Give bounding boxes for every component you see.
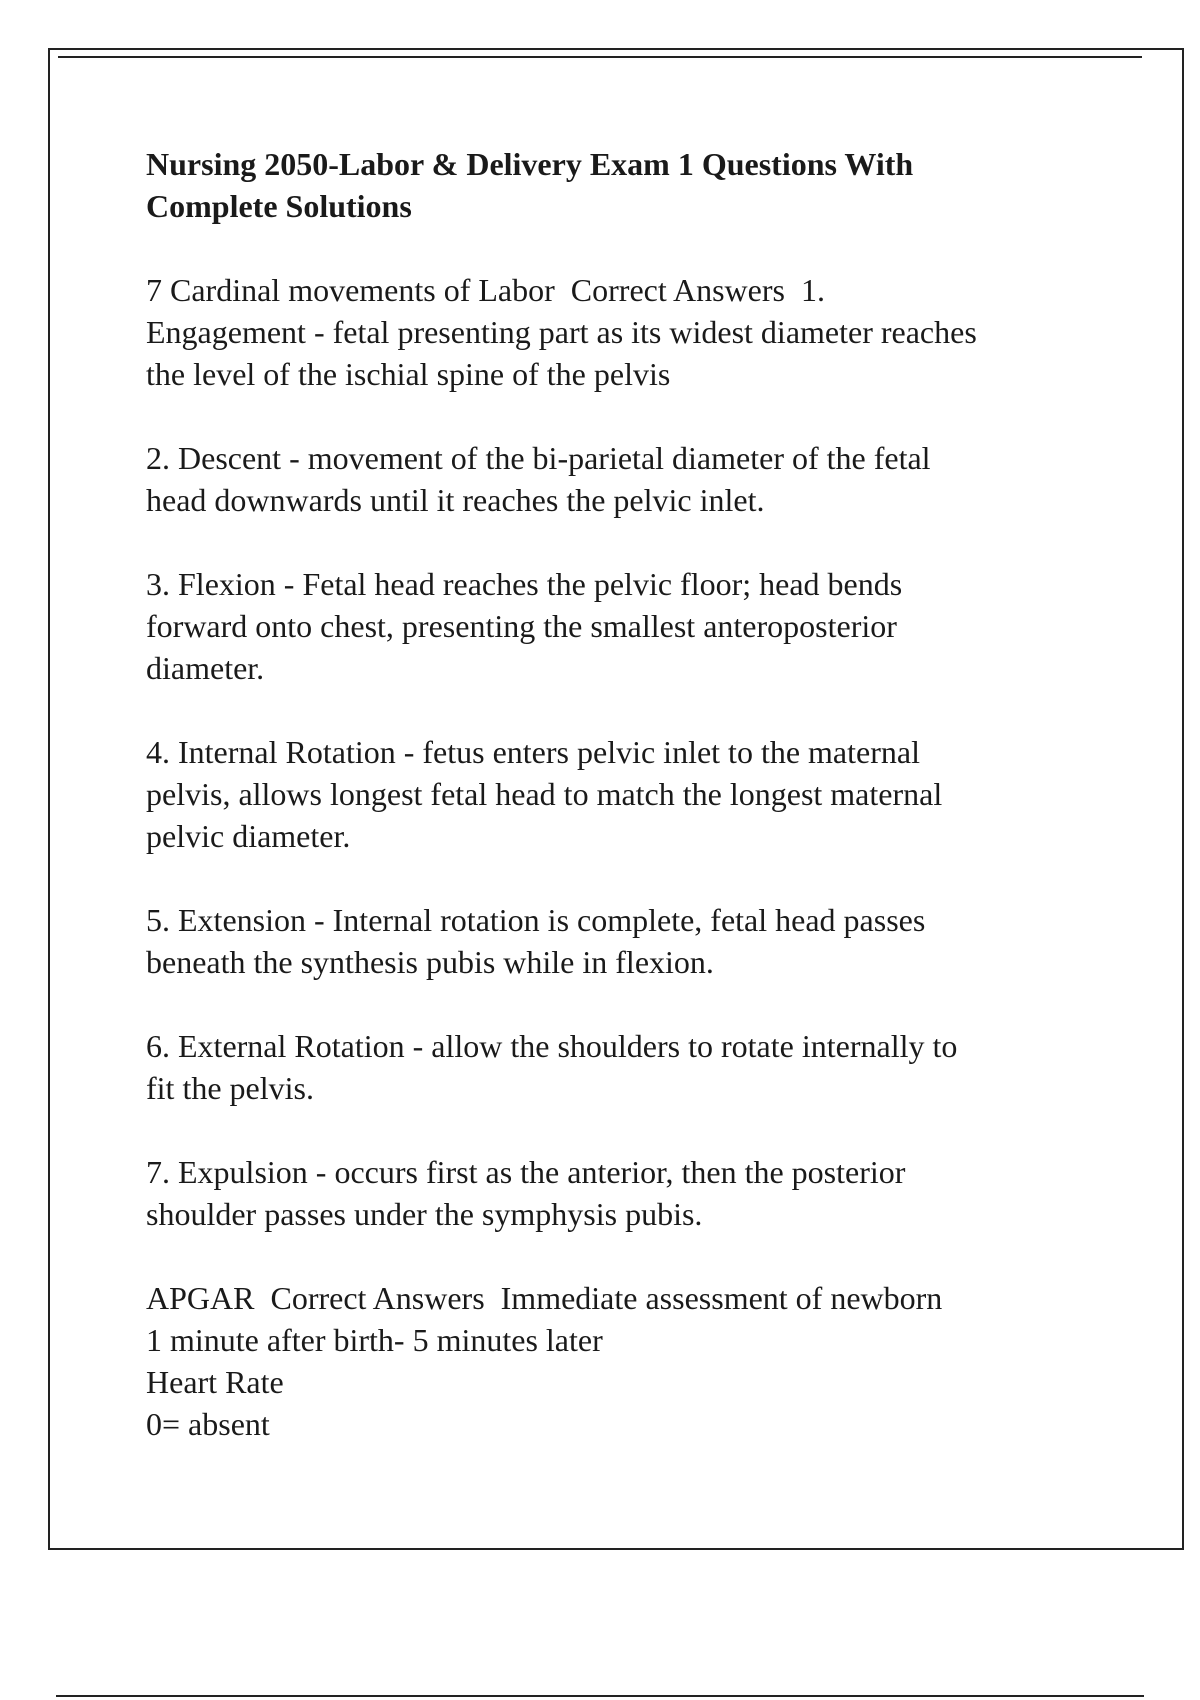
paragraph-line: the level of the ischial spine of the pelvis <box>146 356 671 392</box>
paragraph-line: beneath the synthesis pubis while in flexion. <box>146 944 714 980</box>
paragraph-line: fit the pelvis. <box>146 1070 314 1106</box>
paragraph-line: 4. Internal Rotation - fetus enters pelvic inlet to the maternal <box>146 734 920 770</box>
top-rule <box>58 56 1142 58</box>
paragraph-extension <box>146 899 1106 983</box>
paragraph-line: 0= absent <box>146 1406 270 1442</box>
paragraph-external-rotation <box>146 1025 1106 1109</box>
paragraph-line: pelvic diameter. <box>146 818 351 854</box>
paragraph-line: shoulder passes under the symphysis pubis. <box>146 1196 703 1232</box>
paragraph-line: forward onto chest, presenting the smallest anteroposterior <box>146 608 897 644</box>
paragraph-line: Heart Rate <box>146 1364 284 1400</box>
paragraph-line: diameter. <box>146 650 265 686</box>
paragraph-internal-rotation <box>146 731 1106 857</box>
paragraph-line: head downwards until it reaches the pelvic inlet. <box>146 482 765 518</box>
paragraph-line: Engagement - fetal presenting part as its widest diameter reaches <box>146 314 977 350</box>
document-body <box>146 143 1106 1487</box>
title-line: Complete Solutions <box>146 188 412 224</box>
paragraph-line: 6. External Rotation - allow the shoulders to rotate internally to <box>146 1028 958 1064</box>
paragraph-line: pelvis, allows longest fetal head to match the longest maternal <box>146 776 943 812</box>
paragraph-line: 5. Extension - Internal rotation is complete, fetal head passes <box>146 902 926 938</box>
paragraph-line: APGAR Correct Answers Immediate assessment of newborn <box>146 1280 943 1316</box>
paragraph-line: 2. Descent - movement of the bi-parietal diameter of the fetal <box>146 440 931 476</box>
bottom-rule <box>56 1695 1144 1697</box>
paragraph-cardinal-movements <box>146 269 1106 395</box>
paragraph-line: 1 minute after birth- 5 minutes later <box>146 1322 603 1358</box>
paragraph-apgar <box>146 1277 1106 1445</box>
paragraph-line: 7. Expulsion - occurs first as the anterior, then the posterior <box>146 1154 906 1190</box>
document-title <box>146 143 1106 227</box>
paragraph-flexion <box>146 563 1106 689</box>
paragraph-descent <box>146 437 1106 521</box>
paragraph-line: 7 Cardinal movements of Labor Correct Answers 1. <box>146 272 825 308</box>
title-line: Nursing 2050-Labor & Delivery Exam 1 Questions With <box>146 146 914 182</box>
paragraph-expulsion <box>146 1151 1106 1235</box>
paragraph-line: 3. Flexion - Fetal head reaches the pelvic floor; head bends <box>146 566 903 602</box>
